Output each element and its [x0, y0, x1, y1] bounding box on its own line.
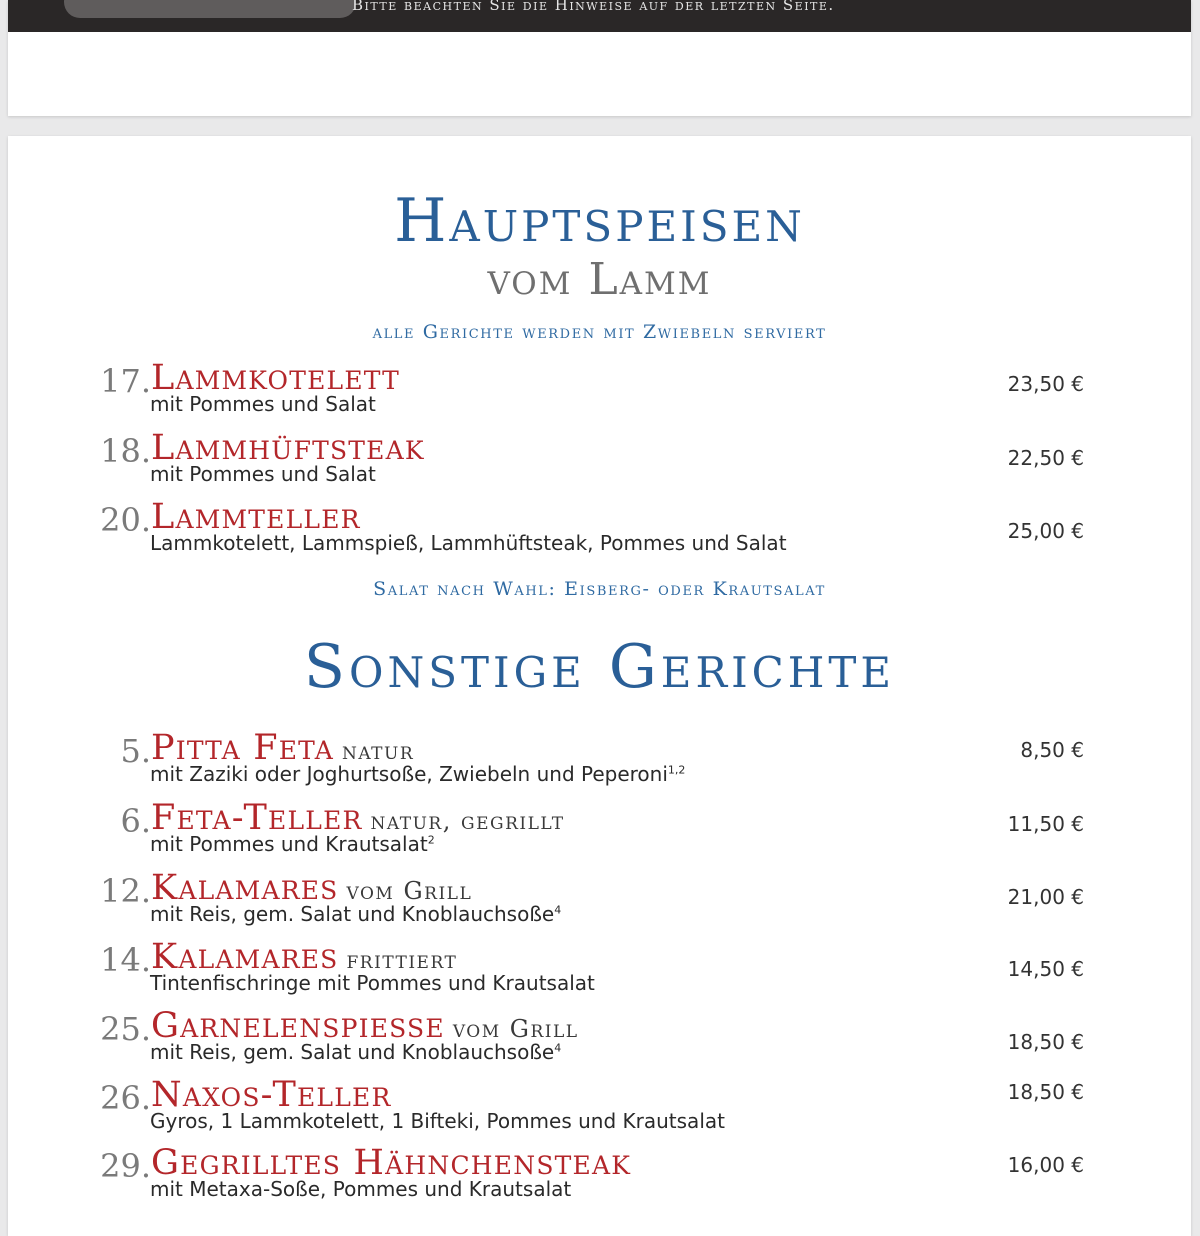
item-name: Lammhüftsteak — [151, 428, 425, 468]
item-name: Gegrilltes Hähnchensteak — [151, 1143, 632, 1183]
item-number: 12. — [100, 872, 151, 910]
item-modifier: vom Grill — [452, 1015, 579, 1043]
item-name: Kalamares vom Grill — [151, 868, 473, 908]
previous-page — [8, 0, 1191, 116]
item-description: mit Pommes und Krautsalat$^2$ — [150, 832, 435, 856]
item-modifier: natur — [341, 737, 415, 765]
item-number: 25. — [100, 1010, 151, 1048]
item-name: Kalamares frittiert — [151, 937, 458, 977]
item-description: mit Metaxa-Soße, Pommes und Krautsalat — [150, 1177, 572, 1201]
item-description: mit Reis, gem. Salat und Knoblauchsoße$^4$ — [150, 902, 562, 926]
item-description: mit Reis, gem. Salat und Knoblauchsoße$^4$ — [150, 1040, 562, 1064]
footer-note: Bitte beachten Sie die Hinweise auf der letzten Seite. — [352, 0, 835, 14]
item-price: 23,50 € — [1007, 372, 1084, 396]
item-price: 21,00 € — [1007, 885, 1084, 909]
item-name: Pitta Feta natur — [151, 728, 415, 768]
item-description: mit Pommes und Salat — [150, 462, 376, 486]
item-price: 8,50 € — [1020, 738, 1084, 762]
item-number: 18. — [100, 432, 151, 470]
item-price: 18,50 € — [1007, 1030, 1084, 1054]
item-price: 14,50 € — [1007, 957, 1084, 981]
item-description: mit Pommes und Salat — [150, 392, 376, 416]
item-name: Lammteller — [151, 497, 361, 537]
item-description: Tintenfischringe mit Pommes und Krautsalat — [150, 971, 595, 995]
page-indicator-pill[interactable] — [64, 0, 356, 18]
section-title-lamb: Hauptspeisen — [394, 186, 805, 256]
item-number: 6. — [120, 802, 151, 840]
item-description: Lammkotelett, Lammspieß, Lammhüftsteak, Pommes und Salat — [150, 531, 787, 555]
item-price: 18,50 € — [1007, 1080, 1084, 1104]
salad-choice-note: Salat nach Wahl: Eisberg- oder Krautsalat — [373, 578, 826, 600]
item-name: Lammkotelett — [151, 358, 400, 398]
item-modifier: vom Grill — [346, 877, 473, 905]
item-number: 20. — [100, 501, 151, 539]
item-modifier: natur, gegrillt — [370, 807, 565, 835]
item-number: 5. — [120, 732, 151, 770]
item-description: mit Zaziki oder Joghurtsoße, Zwiebeln und Peperoni$^{1,2}$ — [150, 762, 686, 786]
menu-page — [8, 136, 1191, 1236]
item-price: 25,00 € — [1007, 519, 1084, 543]
item-price: 22,50 € — [1007, 446, 1084, 470]
item-number: 17. — [100, 362, 151, 400]
item-name: Garnelenspiesse vom Grill — [151, 1006, 579, 1046]
item-description: Gyros, 1 Lammkotelett, 1 Bifteki, Pommes und Krautsalat — [150, 1109, 725, 1133]
item-name: Naxos-Teller — [151, 1075, 392, 1115]
item-price: 11,50 € — [1007, 812, 1084, 836]
item-number: 26. — [100, 1079, 151, 1117]
section-subtitle-lamb: vom Lamm — [487, 254, 712, 305]
item-modifier: frittiert — [346, 946, 458, 974]
item-number: 29. — [100, 1147, 151, 1185]
item-number: 14. — [100, 941, 151, 979]
item-name: Feta-Teller natur, gegrillt — [151, 798, 565, 838]
item-price: 16,00 € — [1007, 1153, 1084, 1177]
section-note-lamb: alle Gerichte werden mit Zwiebeln serviert — [372, 321, 827, 343]
section-title-other: Sonstige Gerichte — [303, 632, 896, 702]
